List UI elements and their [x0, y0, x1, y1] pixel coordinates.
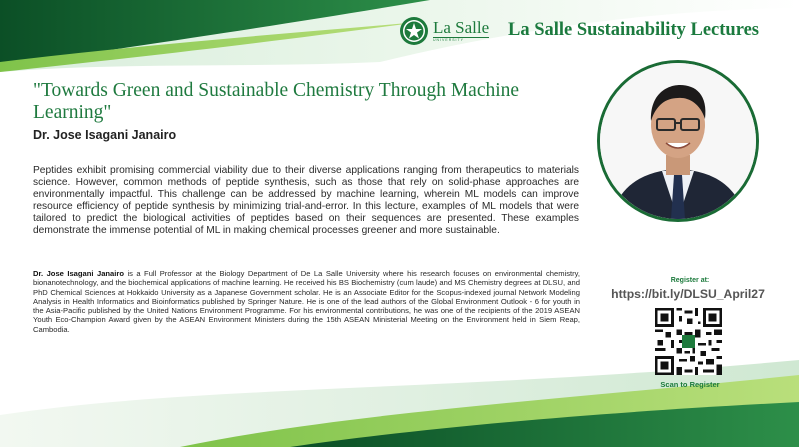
talk-abstract: Peptides exhibit promising commercial viability due to their diverse applications ranging from therapeutics to materials science. However, common methods of peptide synthesis, such as those that rely on solid-phase approaches are environmentally impactful. This challenge can be addressed by machine learning, wherein ML models can improve resource efficiency of peptide synthesis by minimizing trial-and-error. In this lecture, examples of ML models that were tailored to predict the biological activities of peptides based on their sequences are presented. These examples demonstrate the immense potential of ML in making chemical processes greener and more sustainable.	[33, 165, 579, 236]
speaker-name: Dr. Jose Isagani Janairo	[33, 128, 177, 142]
series-title: La Salle Sustainability Lectures	[508, 20, 759, 40]
logo-subtext: UNIVERSITY	[433, 37, 489, 43]
scan-to-register-label: Scan to Register	[660, 380, 720, 389]
bio-text: is a Full Professor at the Biology Department of De La Salle University where his research focuses on environmental chemistry, bionanotechnology, and the biochemical applications of machine learning. He received his BS Biochemistry (cum laude) and MS Chemistry degrees at DLSU, and PhD Chemical Sciences at Hokkaido University as a Japanese Government scholar. He is an Associate Editor for the Scopus-indexed journal Network Modeling Analysis in Health Informatics and Bioinformatics published by Springer Nature. He is one of the lead authors of the Global Environment Outlook - 6 for youth in the Asia-Pacific published by the United Nations Environment Programme. For his environmental contributions, he was one of the recipients of the 2019 ASEAN Youth Eco-Champion Award given by the ASEAN Environment Ministers during the 15th ASEAN Ministerial Meeting on the Environment held in Siem Reap, Cambodia.	[33, 269, 580, 334]
qr-code-icon[interactable]	[655, 308, 722, 375]
register-link[interactable]: https://bit.ly/DLSU_April27	[611, 287, 765, 301]
la-salle-logo	[399, 16, 489, 46]
register-label: Register at:	[670, 277, 710, 284]
logo-name: La Salle	[433, 18, 490, 37]
la-salle-seal-icon	[399, 16, 429, 46]
speaker-photo	[597, 60, 759, 222]
bio-name: Dr. Jose Isagani Janairo	[33, 269, 124, 278]
talk-title: "Towards Green and Sustainable Chemistry Through Machine Learning"	[33, 80, 520, 123]
speaker-bio	[33, 269, 580, 334]
